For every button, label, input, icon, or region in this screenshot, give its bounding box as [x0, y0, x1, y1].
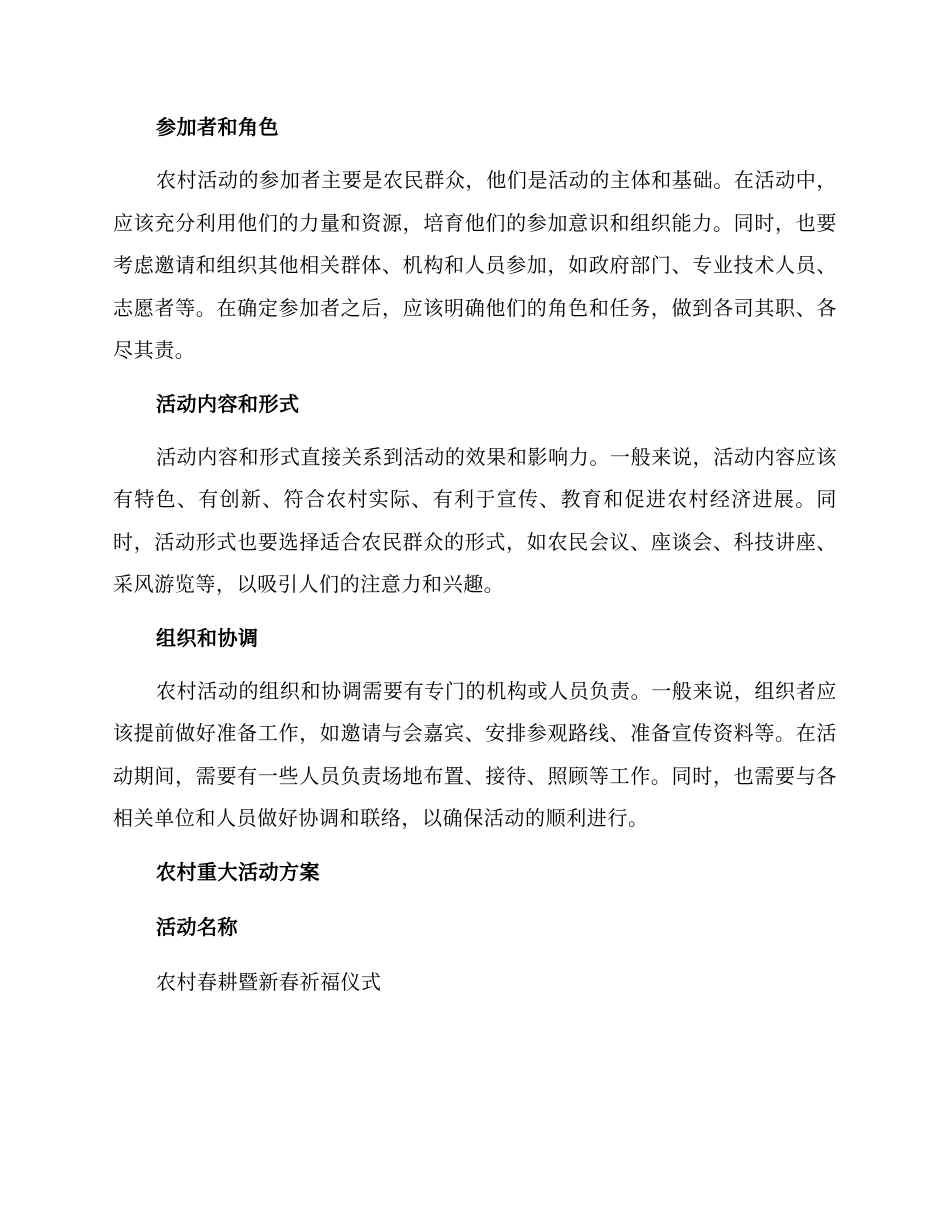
activity-name-heading: 活动名称 — [156, 914, 238, 939]
section-paragraph-participants: 农村活动的参加者主要是农民群众，他们是活动的主体和基础。在活动中，应该充分利用他们的力量和资源，培育他们的参加意识和组织能力。同时，也要考虑邀请和组织其他相关群体、机构和人员参加，如政府部门、专业技术人员、志愿者等。在确定参加者之后，应该明确他们的角色和任务，做到各司其职、各尽其责。 — [113, 168, 837, 362]
section-paragraph-organization: 农村活动的组织和协调需要有专门的机构或人员负责。一般来说，组织者应该提前做好准备工作，如邀请与会嘉宾、安排参观路线、准备宣传资料等。在活动期间，需要有一些人员负责场地布置、接待、照顾等工作。同时，也需要与各相关单位和人员做好协调和联络，以确保活动的顺利进行。 — [113, 678, 837, 830]
section-paragraph-content-form: 活动内容和形式直接关系到活动的效果和影响力。一般来说，活动内容应该有特色、有创新、符合农村实际、有利于宣传、教育和促进农村经济进展。同时，活动形式也要选择适合农民群众的形式，如农民会议、座谈会、科技讲座、采风游览等，以吸引人们的注意力和兴趣。 — [113, 444, 837, 596]
activity-name: 农村春耕暨新春祈福仪式 — [156, 969, 382, 994]
document-body — [113, 111, 837, 998]
plan-title: 农村重大活动方案 — [156, 859, 320, 884]
section-heading-content-form: 活动内容和形式 — [156, 391, 300, 416]
section-heading-participants: 参加者和角色 — [156, 115, 279, 139]
section-heading-organization: 组织和协调 — [156, 625, 259, 650]
